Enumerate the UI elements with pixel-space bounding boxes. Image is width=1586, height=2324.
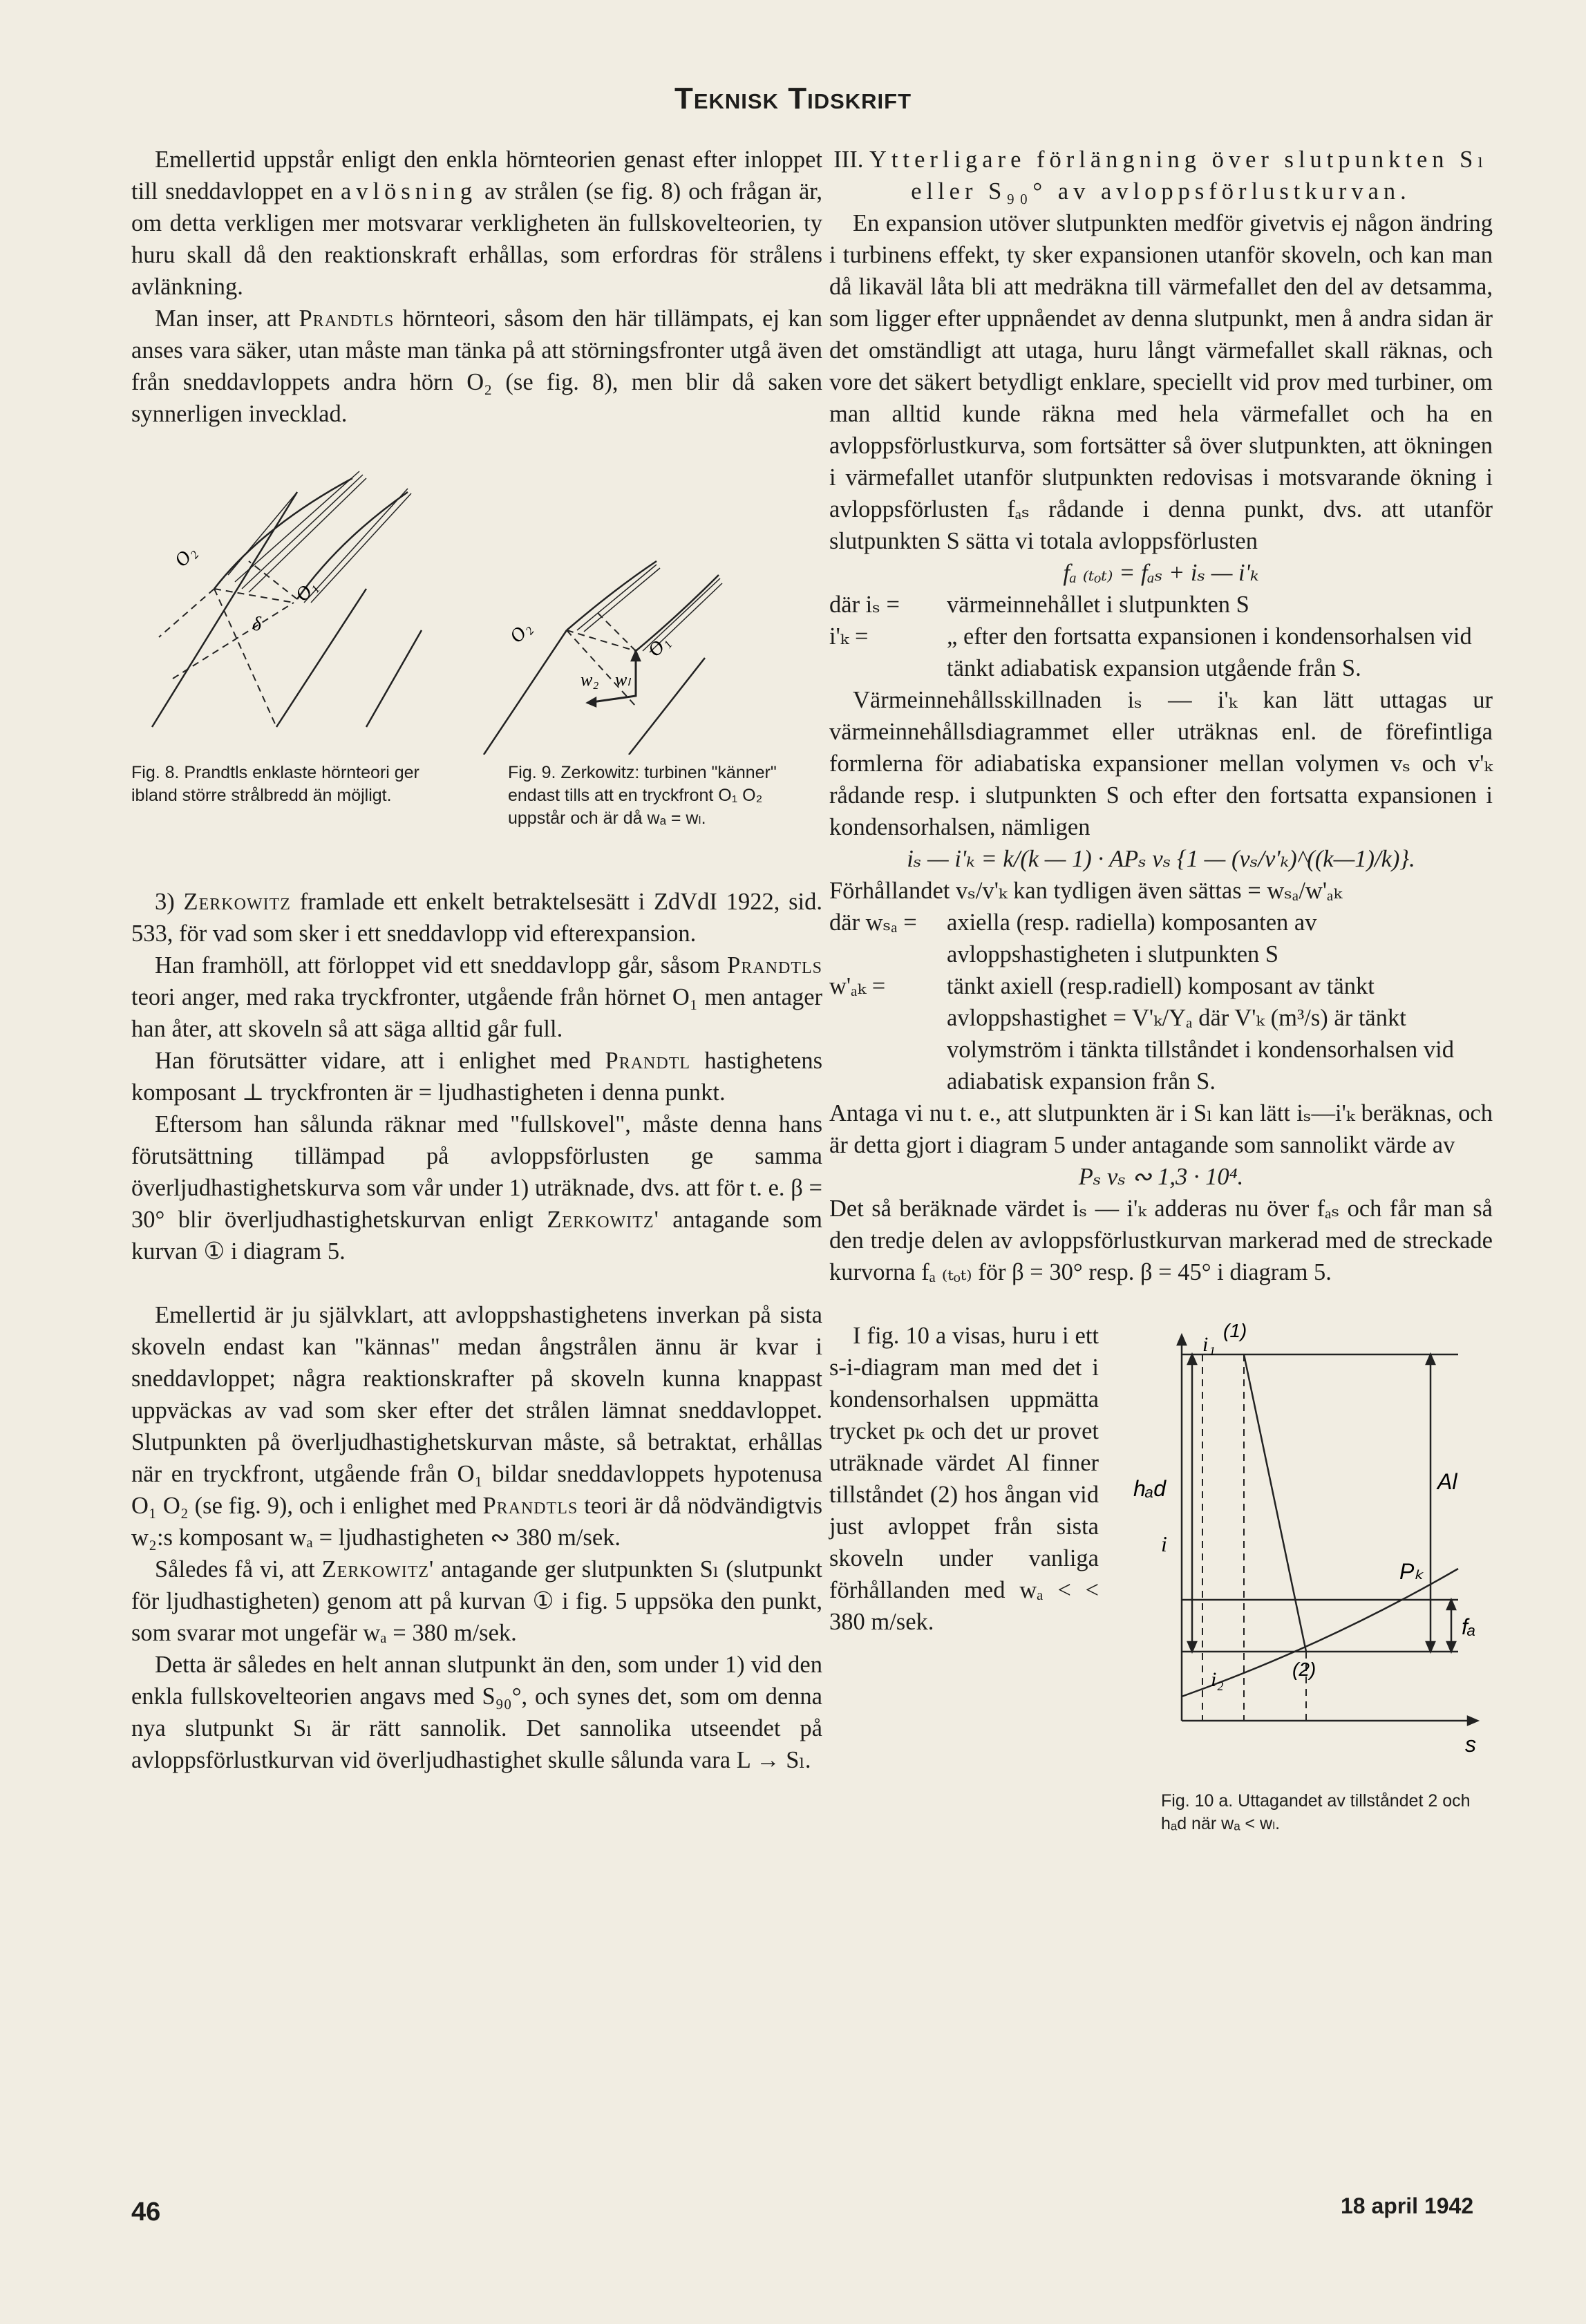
equation: Pₛ vₛ ∾ 1,3 · 10⁴.	[1078, 1164, 1244, 1190]
paragraph: 3) Zerkowitz framlade ett enkelt betraktelsesätt i ZdVdI 1922, sid. 533, för vad som sker i ett sneddavlopp vid efterexpansion.	[131, 889, 823, 947]
paragraph: I fig. 10 a visas, huru i ett s-i-diagram man med det i kondensorhalsen uppmätta trycket pₖ och det ur provet uträknade värdet Al finner tillståndet (2) hos ångan vid just avloppet från sista skoveln under vanliga förhållanden med wₐ < < 380 m/sek.	[829, 1323, 1099, 1635]
fig9-label-w2: w₂	[580, 670, 599, 690]
fig9-label-o1: O₁	[643, 631, 674, 661]
left-column	[131, 144, 822, 1776]
fig9-label-o2: O₂	[505, 617, 536, 648]
fig8-caption: Fig. 8. Prandtls enklaste hörnteori ger ibland större strålbredd än möjligt.	[131, 763, 419, 805]
paragraph: Således få vi, att Zerkowitz' antagande ger slutpunkten Sₗ (slutpunkt för ljudhastigheten) genom att på kurvan ① i fig. 5 uppsöka den punkt, som svarar mot ungefär wₐ = 380 m/sek.	[131, 1556, 823, 1646]
fig10-label-al: Al	[1437, 1469, 1457, 1494]
fig10-label-i1: i₁	[1202, 1333, 1216, 1356]
fig8-label-o2: O₂	[170, 541, 200, 571]
paragraph: Värmeinnehållsskillnaden iₛ — i'ₖ kan lätt uttagas ur värmeinnehållsdiagrammet eller uträknas enl. de förefintliga formlerna för adiabatiska expansioner mellan volymen vₛ och v'ₖ rådande resp. i slutpunkten S och efter den fortsatta expansionen i kondensorhalsen, nämligen	[829, 687, 1493, 840]
journal-header: Teknisk Tidskrift	[674, 82, 912, 115]
figure-9	[477, 547, 781, 755]
paragraph: Detta är således en helt annan slutpunkt än den, som under 1) vid den enkla fullskovelteorien angavs med S₉₀°, och synes det, som om denna nya slutpunkt Sₗ är rätt sannolik. Det sannolika utseendet på avloppsförlustkurvan vid överljudhastighet skulle sålunda vara L → Sₗ.	[131, 1652, 822, 1773]
fig10-label-pk: Pₖ	[1399, 1559, 1424, 1584]
fig9-caption: Fig. 9. Zerkowitz: turbinen "känner" endast tills att en tryckfront O₁ O₂ uppstår och är då wₐ = wₗ.	[508, 763, 777, 828]
fig10-label-i2: i₂	[1211, 1668, 1224, 1691]
paragraph: Han framhöll, att förloppet vid ett sneddavlopp går, såsom Prandtls teori anger, med raka tryckfronter, utgående från hörnet O₁ men antager han åter, att skoveln så att säga alltid går full.	[131, 952, 823, 1042]
paragraph: Förhållandet vₛ/v'ₖ kan tydligen även sättas = wₛₐ/w'ₐₖ	[829, 878, 1343, 904]
fig10-label-fa: fₐ	[1462, 1614, 1476, 1639]
figures-8-9	[131, 437, 822, 879]
figure-10a	[1133, 1320, 1493, 1762]
issue-date: 18 april 1942	[1341, 2193, 1474, 2218]
paragraph: Eftersom han sålunda räknar med "fullskovel", måste denna hans förutsättning tillämpad på avloppsförlusten ge samma överljudhastighetskurva som vår under 1) uträknade, dvs. att för t. e. β = 30° blir överljudhastighetskurvan enligt Zerkowitz' antagande som kurvan ① i diagram 5.	[131, 1111, 823, 1265]
fig10-label-point1: (1)	[1223, 1320, 1247, 1341]
fig8-label-o1: O₁	[291, 576, 321, 606]
equation: fₐ ₍ₜₒₜ₎ = fₐₛ + iₛ — i'ₖ	[1063, 560, 1259, 586]
definition: i'ₖ = „ efter den fortsatta expansionen i kondensorhalsen vid tänkt adiabatisk expansion utgående från S.	[829, 623, 1472, 681]
fig9-label-wl: wₗ	[615, 670, 630, 690]
fig10-label-point2: (2)	[1292, 1659, 1316, 1680]
page-number: 46	[131, 2198, 161, 2227]
paragraph: Det så beräknade värdet iₛ — i'ₖ adderas nu över fₐₛ och får man så den tredje delen av avloppsförlustkurvan markerad med de streckade kurvorna fₐ ₍ₜₒₜ₎ för β = 30° resp. β = 45° i diagram 5.	[829, 1196, 1493, 1285]
paragraph: Emellertid uppstår enligt den enkla hörnteorien genast efter inloppet till sneddavloppet en avlösning av strålen (se fig. 8) och frågan är, om detta verkligen mer motsvarar verkligheten än fullskovelteorien, ty huru skall då den reaktionskraft erhållas, som erfordras för strålens avlänkning.	[131, 147, 822, 300]
fig10-caption: Fig. 10 a. Uttagandet av tillståndet 2 och hₐd när wₐ < wₗ.	[1161, 1791, 1471, 1833]
figure-10-block	[829, 1320, 1493, 2066]
definition: där iₛ = värmeinnehållet i slutpunkten S	[829, 592, 1249, 618]
figure-8	[131, 451, 477, 741]
definition: där wₛₐ = axiella (resp. radiella) komposanten av avloppshastigheten i slutpunkten S	[829, 909, 1317, 967]
equation: iₛ — i'ₖ = k/(k — 1) · APₛ vₛ {1 — (vₛ/v'ₖ)^((k—1)/k)}.	[907, 846, 1415, 872]
fig10-label-s-axis: s	[1465, 1732, 1476, 1757]
section-heading: III. Ytterligare förlängning över slutpunkten Sₗ eller S₉₀° av avloppsförlustkurvan.	[833, 147, 1489, 205]
paragraph: Emellertid är ju självklart, att avloppshastighetens inverkan på sista skoveln endast kan "kännas" medan ångstrålen ännu är kvar i sneddavloppet; några reaktionskrafter på skoveln kunna knappast uppväckas av vad som sker efter det strålen lämnat sneddavloppet. Slutpunkten på överljudhastighetskurvan måste, så betraktat, erhållas när en tryckfront, utgående från O₁ bildar sneddavloppets hypotenusa O₁ O₂ (se fig. 9), och i enlighet med Prandtls teori är då nödvändigtvis w₂:s komposant wₐ = ljudhastigheten ∾ 380 m/sek.	[131, 1302, 822, 1551]
fig10-label-had: hₐd	[1133, 1476, 1167, 1501]
fig8-label-delta: δ	[252, 614, 262, 635]
paragraph: Man inser, att Prandtls hörnteori, såsom den här tillämpats, ej kan anses vara säker, utan måste man tänka på att störningsfronter utgå även från sneddavloppets andra hörn O₂ (se fig. 8), men blir då saken synnerligen invecklad.	[131, 305, 823, 427]
fig10-label-i-axis: i	[1161, 1531, 1167, 1556]
paragraph: Antaga vi nu t. e., att slutpunkten är i Sₗ kan lätt iₛ—i'ₖ beräknas, och är detta gjort i diagram 5 under antagande som sannolikt värde av	[829, 1100, 1493, 1158]
paragraph: Han förutsätter vidare, att i enlighet med Prandtl hastighetens komposant ⊥ tryckfronten är = ljudhastigheten i denna punkt.	[131, 1048, 822, 1106]
paragraph: En expansion utöver slutpunkten medför givetvis ej någon ändring i turbinens effekt, ty sker expansionen utanför skoveln, och kan man då likaväl låta bli att medräkna till värmefallet den del av detsamma, som ligger efter uppnåendet av denna slutpunkt, men å andra sidan är det omständligt att utaga, huru långt värmefallet skall räknas, och vore det säkert betydligt enklare, speciellt vid prov med turbiner, om man alltid kunde räkna med hela värmefallet och ha en avloppsförlustkurva, som fortsätter så över slutpunkten, att ökningen i värmefallet utanför slutpunkten redovisas i motsvarande ökning i avloppsförlusten fₐₛ rådande i denna punkt, dvs. att utanför slutpunkten S sätta vi totala avloppsförlusten	[829, 210, 1493, 554]
right-column	[829, 144, 1493, 2066]
definition: w'ₐₖ = tänkt axiell (resp.radiell) komposant av tänkt avloppshastighet = V'ₖ/Yₐ där V'ₖ (m³/s) är tänkt volymström i tänkta tillståndet i kondensorhalsen vid adiabatisk expansion från S.	[829, 973, 1454, 1095]
